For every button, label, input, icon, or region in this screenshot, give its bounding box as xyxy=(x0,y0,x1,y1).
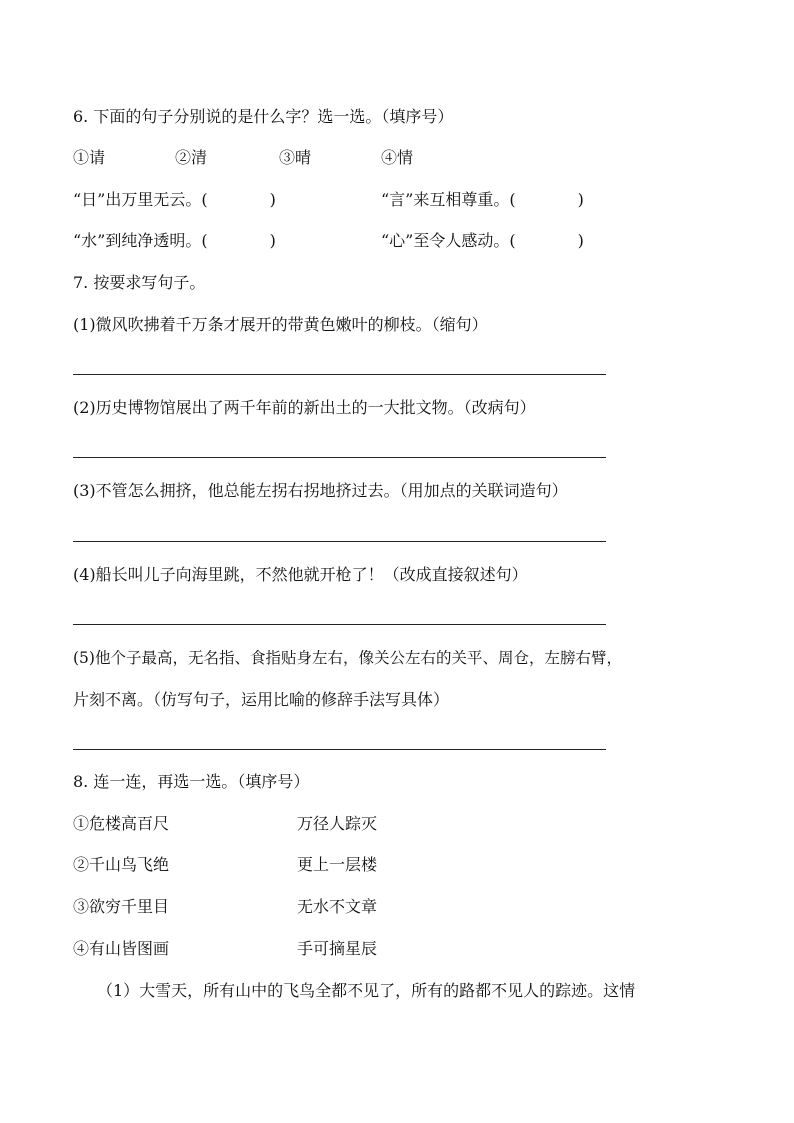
q7-item-5-line-2: 片刻不离。（仿写句子，运用比喻的修辞手法写具体） xyxy=(73,690,450,709)
q6-sentence: “水”到纯净透明。 xyxy=(73,231,202,250)
answer-line-4[interactable] xyxy=(73,624,606,625)
paren-open: ( xyxy=(509,231,516,250)
paren-close: ) xyxy=(577,231,584,250)
paren-open: ( xyxy=(509,190,516,209)
q6-row2-right xyxy=(381,230,584,252)
option-2: ②清 xyxy=(175,148,208,167)
q7-item-2: (2)历史博物馆展出了两千年前的新出土的一大批文物。（改病句） xyxy=(73,398,536,417)
q7-item-3: (3)不管怎么拥挤，他总能左拐右拐地挤过去。（用加点的关联词造句） xyxy=(73,481,568,500)
q6-sentence: “言”来互相尊重。 xyxy=(381,190,510,209)
q7-item-1: (1)微风吹拂着千万条才展开的带黄色嫩叶的柳枝。（缩句） xyxy=(73,315,488,334)
paren-close: ) xyxy=(269,231,276,250)
poem-right-1[interactable]: 万径人踪灭 xyxy=(297,814,378,833)
poem-left-3[interactable]: ③欲穷千里目 xyxy=(73,897,170,916)
poem-left-4[interactable]: ④有山皆图画 xyxy=(73,939,170,958)
poem-right-3[interactable]: 无水不文章 xyxy=(297,897,378,916)
question-7-title: 7. 按要求写句子。 xyxy=(73,273,206,292)
poem-right-4[interactable]: 手可摘星辰 xyxy=(297,939,378,958)
answer-line-5[interactable] xyxy=(73,749,606,750)
option-3: ③晴 xyxy=(279,148,312,167)
poem-left-1[interactable]: ①危楼高百尺 xyxy=(73,814,170,833)
answer-line-1[interactable] xyxy=(73,374,606,375)
q8-subquestion-1: （1）大雪天，所有山中的飞鸟全都不见了，所有的路都不见人的踪迹。这情 xyxy=(97,981,636,1000)
q6-row2-left xyxy=(73,230,276,252)
question-8-title: 8. 连一连，再选一选。（填序号） xyxy=(73,772,310,791)
q6-sentence: “日”出万里无云。 xyxy=(73,190,202,209)
q7-item-5-line-1: (5)他个子最高，无名指、食指贴身左右，像关公左右的关平、周仓，左膀右臂， xyxy=(73,649,622,667)
paren-open: ( xyxy=(201,190,208,209)
q6-row1-left xyxy=(73,189,276,211)
q6-row1-right xyxy=(381,189,584,211)
answer-line-2[interactable] xyxy=(73,457,606,458)
q7-item-4: (4)船长叫儿子向海里跳，不然他就开枪了！（改成直接叙述句） xyxy=(73,565,528,584)
poem-right-2[interactable]: 更上一层楼 xyxy=(297,855,378,874)
option-4: ④情 xyxy=(381,148,414,167)
option-1: ①请 xyxy=(73,148,106,167)
q6-sentence: “心”至令人感动。 xyxy=(381,231,510,250)
paren-close: ) xyxy=(269,190,276,209)
paren-open: ( xyxy=(201,231,208,250)
poem-left-2[interactable]: ②千山鸟飞绝 xyxy=(73,855,170,874)
question-6-title: 6. 下面的句子分别说的是什么字？选一选。（填序号） xyxy=(73,107,454,126)
paren-close: ) xyxy=(577,190,584,209)
answer-line-3[interactable] xyxy=(73,541,606,542)
